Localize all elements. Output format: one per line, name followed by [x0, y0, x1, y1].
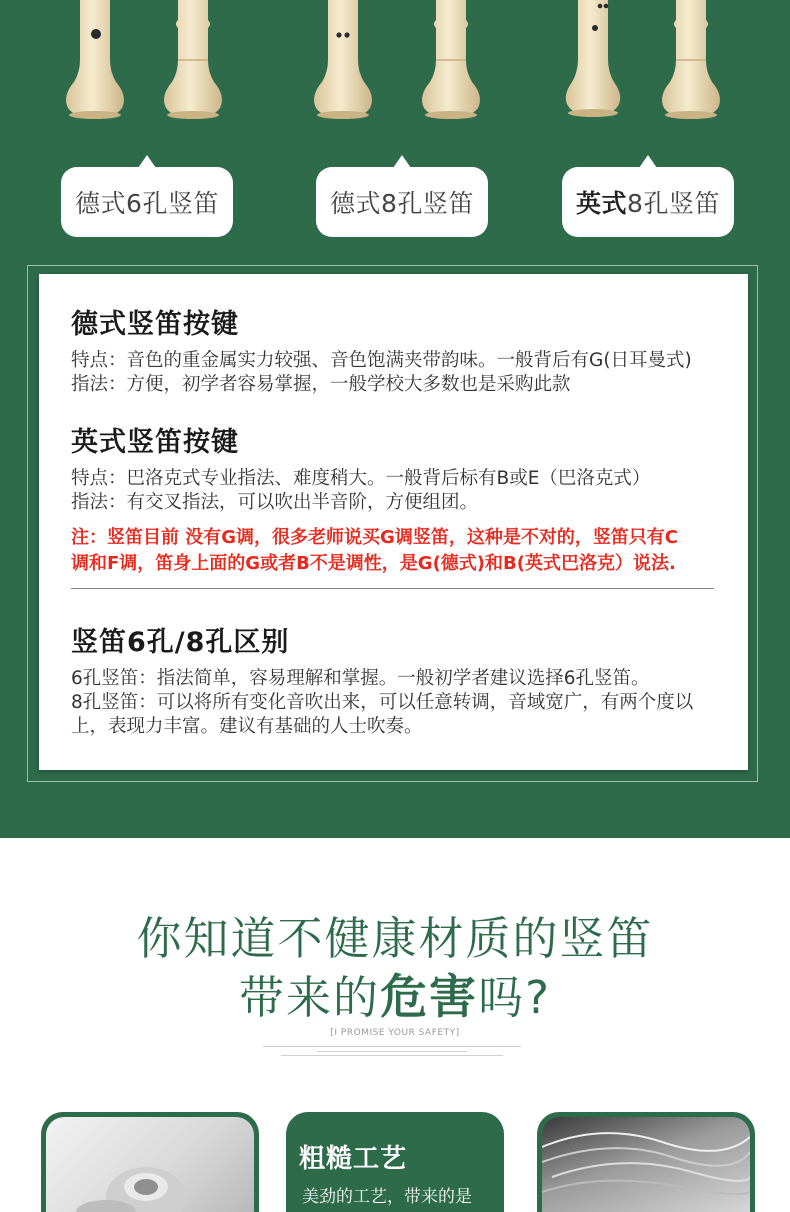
key-note-warning — [71, 525, 721, 577]
tag-pointer — [393, 155, 411, 168]
tag-label: 8孔竖笛 — [627, 189, 720, 218]
harm-card-health — [537, 1112, 755, 1212]
hair-photo-icon — [542, 1117, 750, 1212]
question-emphasis: 危害 — [380, 970, 479, 1025]
eight-hole-text: 8孔竖笛：可以将所有变化音吹出来，可以任意转调，音域宽广，有两个度以 — [71, 692, 694, 713]
german-fingering-text: 指法：方便，初学者容易掌握，一般学校大多数也是采购此款 — [71, 374, 571, 395]
material-photo — [46, 1117, 254, 1212]
german-feature-text: 特点：音色的重金属实力较强、音色饱满夹带韵味。一般背后有G(日耳曼式) — [71, 350, 692, 371]
tag-pointer — [138, 155, 156, 168]
note-line-2: 调和F调，笛身上面的G或者B不是调性，是G(德式)和B(英式巴洛克）说法. — [71, 553, 676, 574]
harm-card-rough-craft — [286, 1112, 504, 1212]
eight-hole-text-cont: 上，表现力丰富。建议有基础的人士吹奏。 — [71, 716, 423, 737]
tag-pointer — [639, 155, 657, 168]
english-feature-text: 特点：巴洛克式专业指法、难度稍大。一般背后标有B或E（巴洛克式） — [71, 468, 651, 489]
rough-craft-title: 粗糙工艺 — [299, 1144, 408, 1174]
question-line-2 — [0, 960, 790, 1027]
german-keys-title: 德式竖笛按键 — [71, 309, 239, 340]
recorder-baroque-8-icon — [560, 0, 730, 125]
tag-label: 德式8孔竖笛 — [330, 189, 474, 218]
decorative-text-line — [263, 1046, 521, 1047]
tag-english-8-hole — [562, 167, 734, 237]
english-fingering-text: 指法：有交叉指法，可以吹出半音阶，方便组团。 — [71, 492, 479, 513]
tag-bold-text: 英式 — [576, 189, 628, 218]
harm-card-material — [41, 1112, 259, 1212]
english-keys-title: 英式竖笛按键 — [71, 427, 239, 458]
recorder-closeup-icon — [46, 1117, 254, 1212]
tag-german-6-hole — [61, 167, 233, 237]
decorative-text-line — [281, 1055, 503, 1056]
tag-german-8-hole — [316, 167, 488, 237]
six-hole-text: 6孔竖笛：指法简单，容易理解和掌握。一般初学者建议选择6孔竖笛。 — [71, 668, 650, 689]
recorder-german-8-icon — [308, 0, 488, 125]
question-line-1: 你知道不健康材质的竖笛 — [136, 912, 654, 965]
info-card — [39, 274, 748, 770]
recorder-german-6-icon — [60, 0, 230, 125]
hole-difference-title: 竖笛6孔/8孔区别 — [71, 627, 290, 658]
divider — [71, 588, 714, 589]
promise-caption: [I PROMISE YOUR SAFETY] — [330, 1028, 460, 1038]
health-photo — [542, 1117, 750, 1212]
question-prefix: 带来的 — [239, 971, 381, 1024]
question-suffix: 吗? — [478, 971, 551, 1024]
decorative-text-line — [317, 1051, 467, 1052]
rough-craft-subtitle: 美劲的工艺，带来的是 — [302, 1187, 472, 1207]
note-line-1: 注：竖笛目前 没有G调，很多老师说买G调竖笛，这种是不对的，竖笛只有C — [71, 527, 679, 548]
tag-label: 德式6孔竖笛 — [75, 189, 219, 218]
